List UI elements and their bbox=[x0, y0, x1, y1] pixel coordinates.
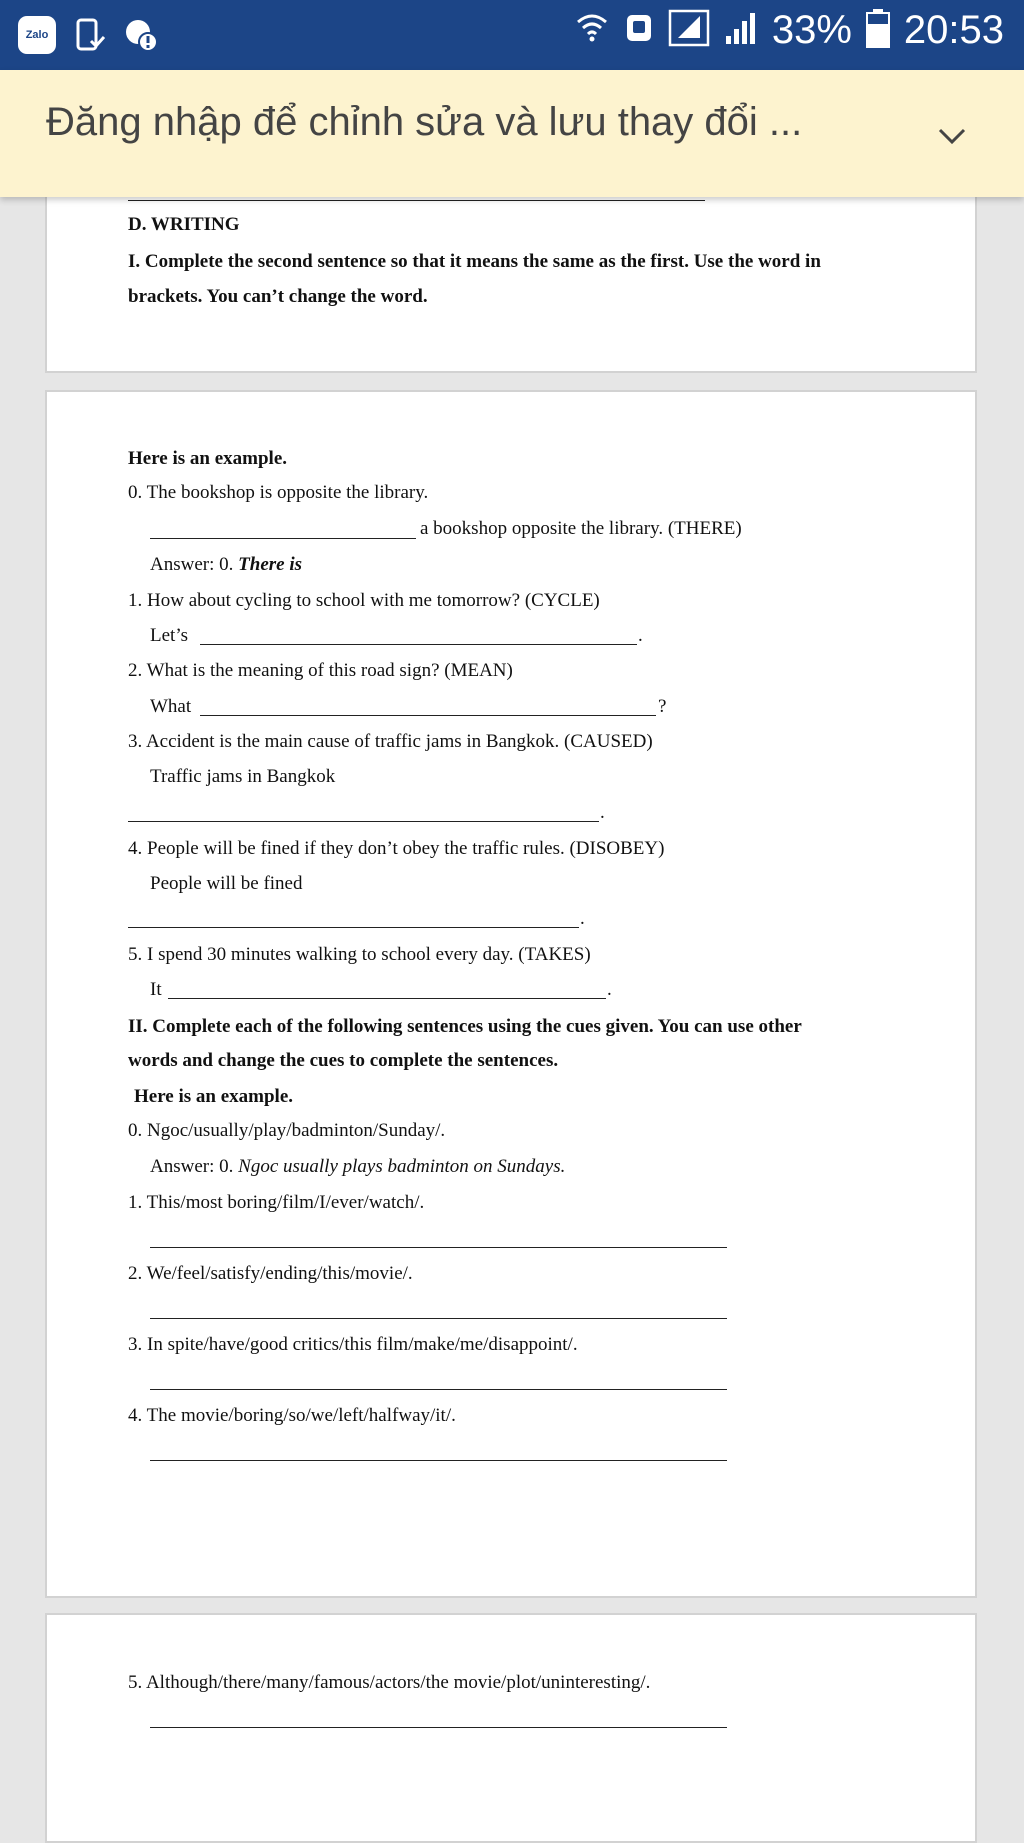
question-5-start: It bbox=[150, 979, 162, 1000]
answer-line bbox=[128, 200, 705, 201]
answer-line bbox=[128, 927, 579, 928]
battery-percent: 33% bbox=[771, 8, 852, 52]
period: . bbox=[607, 979, 612, 1000]
cue-2: 2. We/feel/satisfy/ending/this/movie/. bbox=[128, 1263, 413, 1284]
question-3: 3. Accident is the main cause of traffic jams in Bangkok. (CAUSED) bbox=[128, 731, 653, 752]
question-4: 4. People will be fined if they don’t obey the traffic rules. (DISOBEY) bbox=[128, 838, 665, 859]
answer-line bbox=[200, 715, 656, 716]
example-rewrite: a bookshop opposite the library. (THERE) bbox=[420, 518, 742, 539]
question-2: 2. What is the meaning of this road sign? (MEAN) bbox=[128, 660, 513, 681]
clock: 20:53 bbox=[903, 8, 1004, 52]
period: . bbox=[600, 802, 605, 823]
answer-label: Answer: 0. bbox=[150, 1156, 234, 1177]
document-page-2 bbox=[45, 390, 977, 1598]
answer-line bbox=[200, 644, 637, 645]
chevron-down-icon[interactable] bbox=[932, 116, 972, 156]
example-answer bbox=[150, 1156, 565, 1178]
period: . bbox=[638, 625, 643, 646]
answer-line bbox=[128, 821, 599, 822]
status-bar-right-icons bbox=[574, 8, 1004, 53]
period: . bbox=[580, 908, 585, 929]
question-4-start: People will be fined bbox=[150, 873, 303, 894]
answer-line bbox=[150, 1389, 727, 1390]
part-2-instruction: words and change the cues to complete the sentences. bbox=[128, 1050, 559, 1071]
cue-1: 1. This/most boring/film/I/ever/watch/. bbox=[128, 1192, 425, 1213]
example-answer bbox=[150, 554, 302, 576]
answer-label: Answer: 0. bbox=[150, 554, 234, 575]
answer-line bbox=[150, 1727, 727, 1728]
cue-3: 3. In spite/have/good critics/this film/make/me/disappoint/. bbox=[128, 1334, 578, 1355]
status-bar-left-icons bbox=[18, 16, 160, 54]
phone-download-icon bbox=[70, 16, 108, 54]
section-title: D. WRITING bbox=[128, 214, 240, 235]
answer-line bbox=[168, 998, 606, 999]
status-bar bbox=[0, 0, 1024, 70]
cue-4: 4. The movie/boring/so/we/left/halfway/it/. bbox=[128, 1405, 456, 1426]
messenger-alert-icon bbox=[122, 16, 160, 54]
sim-signal-icon bbox=[668, 8, 710, 53]
part-2-instruction: II. Complete each of the following sentences using the cues given. You can use other bbox=[128, 1016, 802, 1037]
cell-signal-icon bbox=[724, 10, 758, 51]
cue-5: 5. Although/there/many/famous/actors/the movie/plot/uninteresting/. bbox=[128, 1672, 651, 1693]
question-3-start: Traffic jams in Bangkok bbox=[150, 766, 336, 787]
answer-line bbox=[150, 1247, 727, 1248]
question-mark: ? bbox=[658, 696, 667, 717]
answer-value: Ngoc usually plays badminton on Sundays. bbox=[238, 1156, 566, 1177]
question-5: 5. I spend 30 minutes walking to school every day. (TAKES) bbox=[128, 944, 591, 965]
instruction-text: I. Complete the second sentence so that it means the same as the first. Use the word in bbox=[128, 251, 821, 272]
question-1-start: Let’s bbox=[150, 625, 188, 646]
answer-value: There is bbox=[238, 554, 302, 575]
sim-card-icon bbox=[624, 10, 654, 51]
zalo-app-icon: Zalo bbox=[18, 16, 56, 54]
battery-icon bbox=[866, 8, 890, 53]
answer-line bbox=[150, 1460, 727, 1461]
example-heading: Here is an example. bbox=[128, 448, 288, 469]
example-heading: Here is an example. bbox=[134, 1086, 294, 1107]
instruction-text: brackets. You can’t change the word. bbox=[128, 286, 428, 307]
example-cues: 0. Ngoc/usually/play/badminton/Sunday/. bbox=[128, 1120, 446, 1141]
document-page-3 bbox=[45, 1613, 977, 1843]
question-2-start: What bbox=[150, 696, 192, 717]
answer-line bbox=[150, 538, 416, 539]
wifi-icon bbox=[574, 8, 610, 53]
answer-line bbox=[150, 1318, 727, 1319]
sign-in-banner[interactable] bbox=[0, 70, 1024, 197]
example-sentence: 0. The bookshop is opposite the library. bbox=[128, 482, 429, 503]
question-1: 1. How about cycling to school with me tomorrow? (CYCLE) bbox=[128, 590, 600, 611]
sign-in-banner-text[interactable]: Đăng nhập để chỉnh sửa và lưu thay đổi ... bbox=[46, 100, 803, 144]
